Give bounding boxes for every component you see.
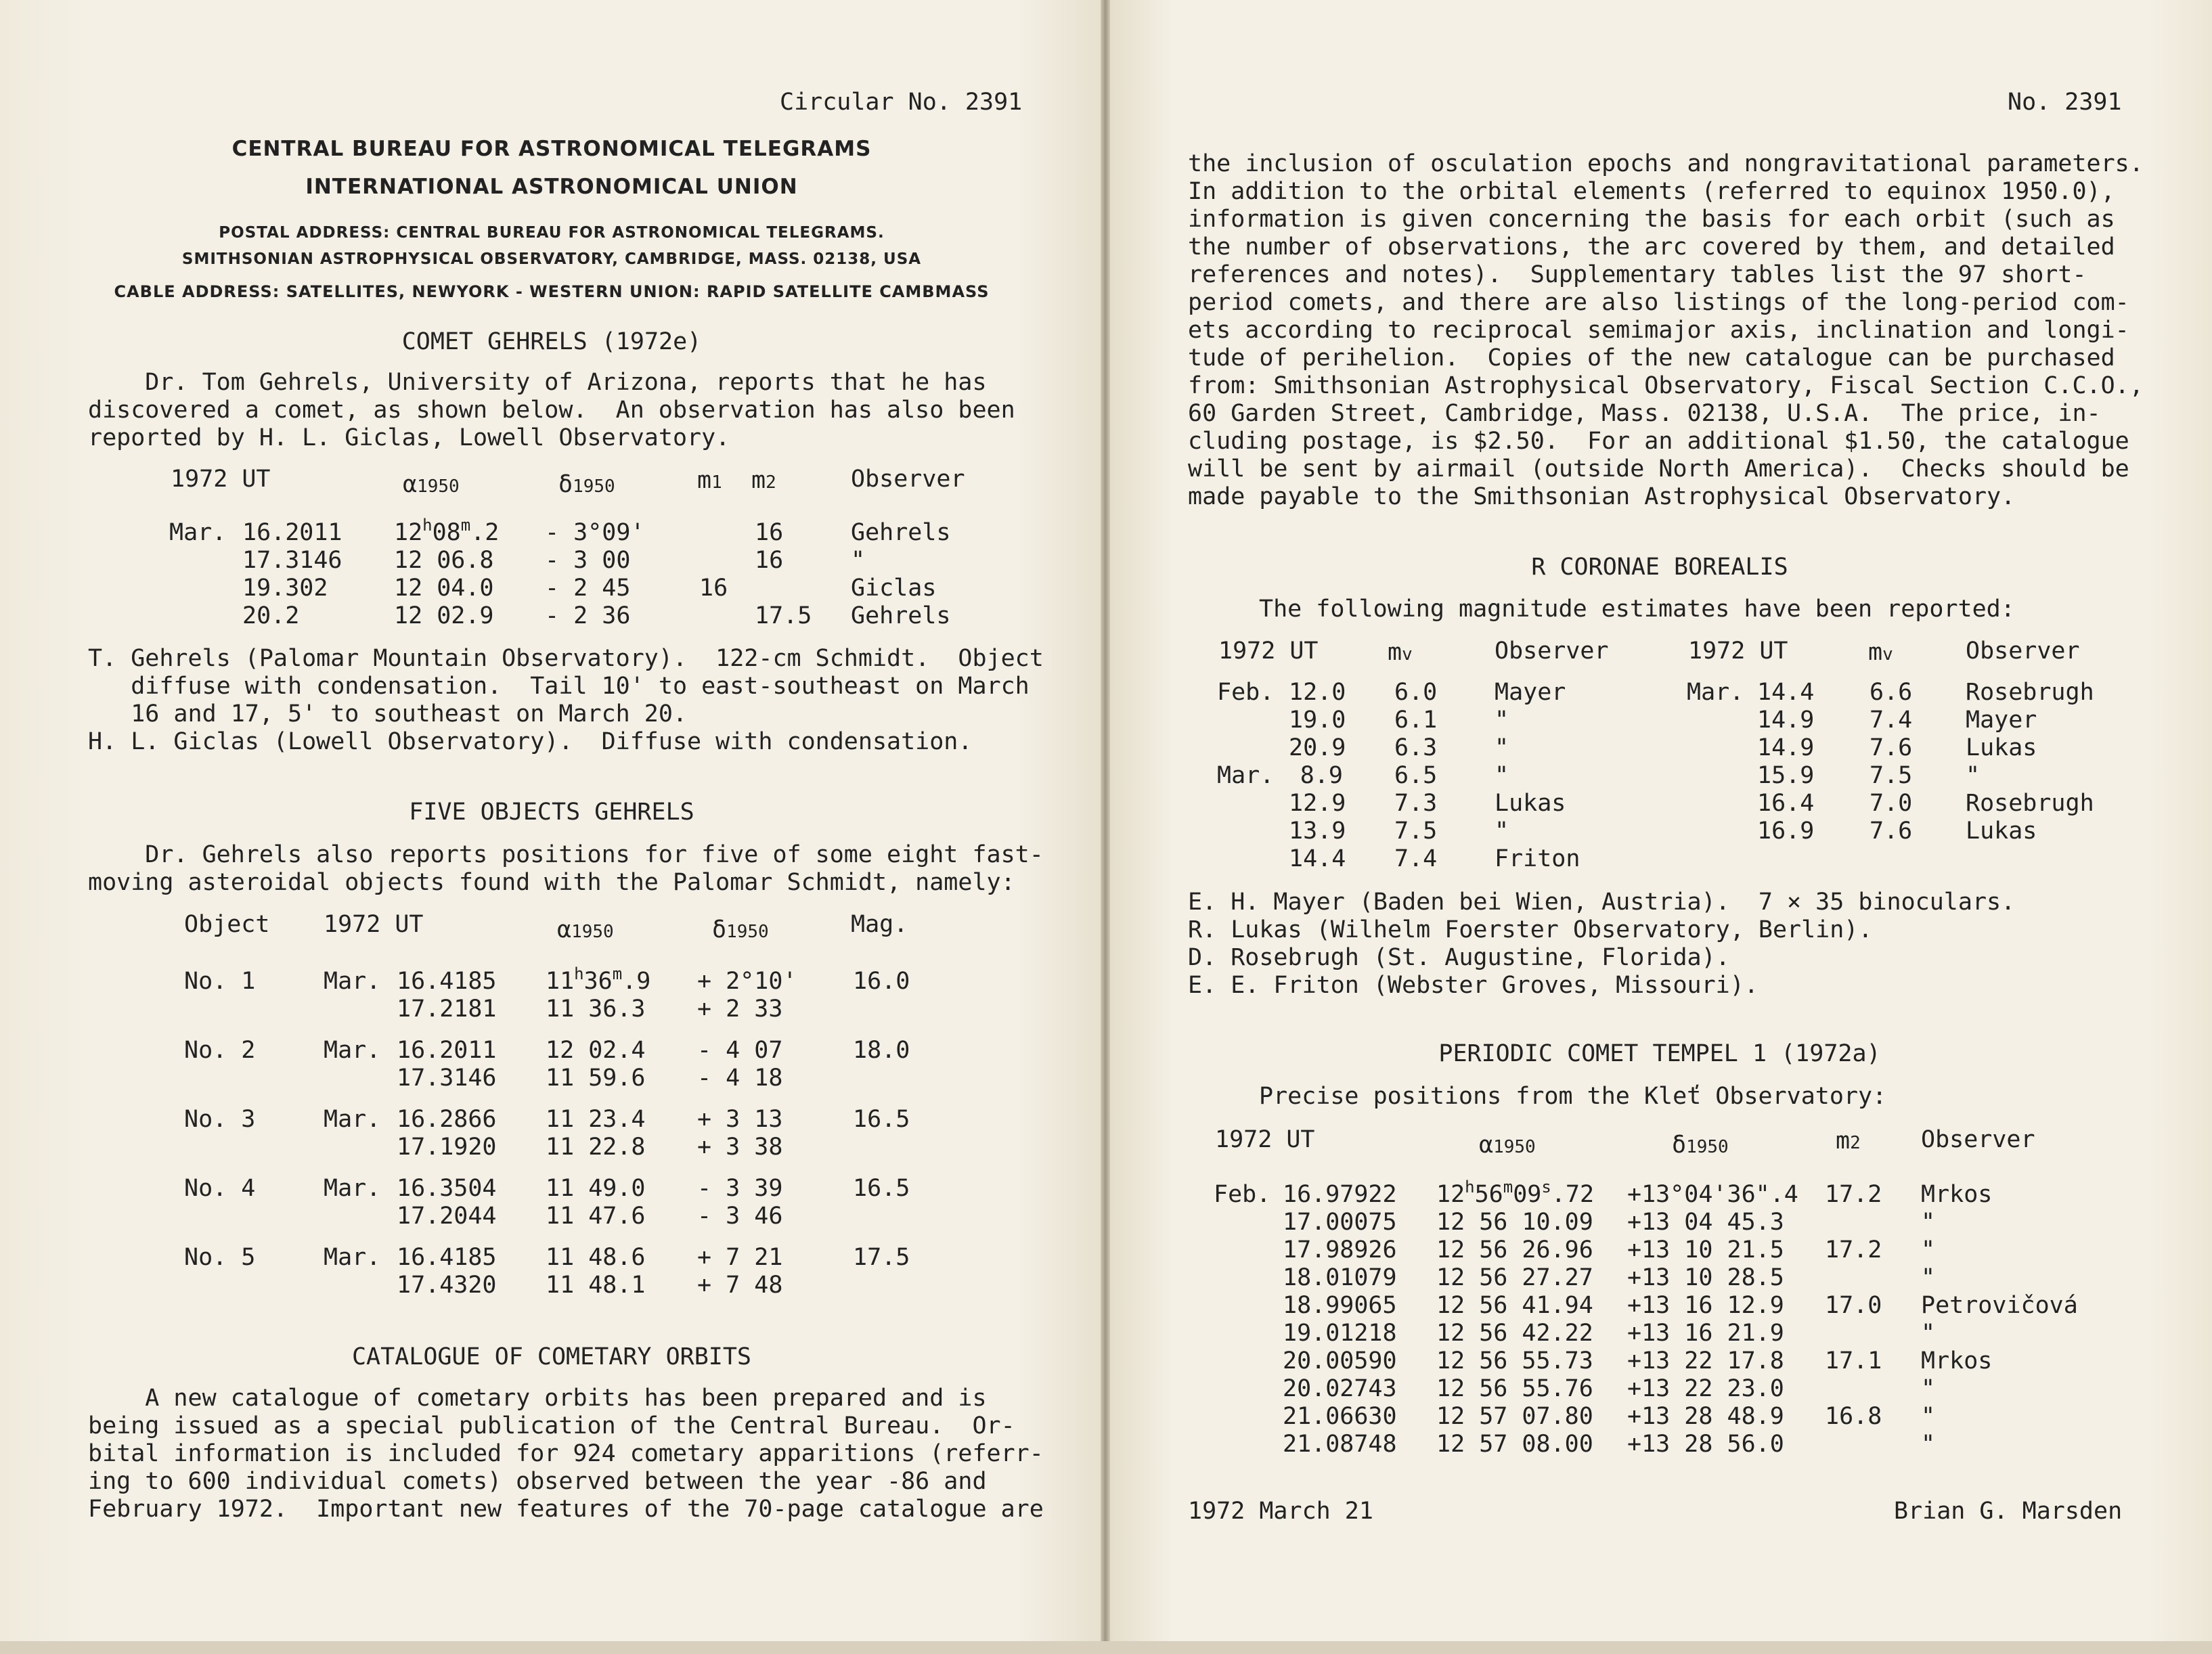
- gehrels-header-date: 1972 UT: [171, 466, 271, 493]
- tempel-header-date: 1972 UT: [1215, 1126, 1315, 1153]
- tempel-row-day: 17.98926: [1283, 1236, 1397, 1264]
- r-cor-bor-intro: The following magnitude estimates have been reported:: [1259, 596, 2015, 623]
- tempel-row-dec: +13 10 28.5: [1627, 1264, 1784, 1291]
- object-row-month: Mar.: [324, 1175, 381, 1202]
- rcrb-row-day: 12.0: [1289, 679, 1346, 706]
- comet-gehrels-title: COMET GEHRELS (1972e): [401, 328, 702, 355]
- object-row-day: 16.4185: [397, 1244, 497, 1271]
- tempel-row-month: Feb.: [1214, 1181, 1271, 1208]
- catalogue-paragraph-line: being issued as a special publication of the Central Bureau. Or-: [88, 1412, 1015, 1439]
- gehrels-row-observer: Gehrels: [851, 519, 951, 546]
- object-row-ra: 11 36.3: [546, 996, 646, 1023]
- tempel-row-day: 16.97922: [1283, 1181, 1397, 1208]
- object-row-mag: 16.0: [853, 968, 910, 995]
- cable-address: CABLE ADDRESS: SATELLITES, NEWYORK - WESTERN UNION: RAPID SATELLITE CAMBMASS: [114, 282, 990, 301]
- objects-header-ra-subscript: 1950: [571, 922, 614, 942]
- rcrb-row-mv: 7.0: [1870, 790, 1913, 817]
- tempel-row-observer: ": [1921, 1236, 1936, 1264]
- object-row-day: 17.3146: [397, 1065, 497, 1092]
- tempel-row-ra: 12 56 10.09: [1436, 1209, 1593, 1236]
- catalogue-continued-line: period comets, and there are also listings of the long-period com-: [1188, 289, 2129, 316]
- objects-header-dec-subscript: 1950: [726, 922, 769, 942]
- book-gutter: [1101, 0, 1110, 1654]
- tempel-row-day: 20.02743: [1283, 1375, 1397, 1402]
- tempel-header-dec-symbol: δ: [1672, 1132, 1687, 1159]
- tempel-row-dec: +13 16 12.9: [1627, 1292, 1784, 1319]
- tempel-row-dec: +13 22 23.0: [1627, 1375, 1784, 1402]
- tempel-row-observer: Mrkos: [1921, 1181, 1993, 1208]
- catalogue-paragraph-line: February 1972. Important new features of the 70-page catalogue are: [88, 1496, 1044, 1523]
- tempel-row-ra: 12$^h$56$^m$09$^s$.72: [1436, 1178, 1595, 1208]
- gehrels-row-day: 19.302: [242, 575, 328, 602]
- rcrb-header-mv-subscript: v: [1402, 644, 1413, 665]
- rcrb-row-mv: 7.4: [1870, 707, 1913, 734]
- tempel-row-ra: 12 57 08.00: [1436, 1431, 1593, 1458]
- gehrels-paragraph-line: Dr. Tom Gehrels, University of Arizona, reports that he has: [88, 369, 987, 396]
- rcrb-row-mv: 7.6: [1870, 818, 1913, 845]
- object-row-mag: 18.0: [853, 1037, 910, 1064]
- rcrb-row-day: 8.9: [1300, 762, 1343, 789]
- object-row-ra: 11$^h$36$^m$.9: [546, 964, 651, 995]
- footer-author: Brian G. Marsden: [1894, 1498, 2123, 1525]
- page-bottom-edge: [0, 1641, 2212, 1654]
- r-cor-bor-title: R CORONAE BOREALIS: [1531, 554, 1788, 581]
- gehrels-note-line: T. Gehrels (Palomar Mountain Observatory). 122-cm Schmidt. Object: [88, 645, 1044, 672]
- gehrels-header-m2-subscript: 2: [766, 472, 776, 493]
- object-row-day: 17.1920: [397, 1134, 497, 1161]
- tempel-row-dec: +13 28 56.0: [1627, 1431, 1784, 1458]
- tempel-row-m2: 17.1: [1825, 1347, 1882, 1374]
- gehrels-row-ra: 12 04.0: [394, 575, 494, 602]
- gehrels-header-dec-subscript: 1950: [573, 476, 615, 497]
- tempel-row-dec: +13°04'36".4: [1627, 1181, 1798, 1208]
- object-row-dec: - 3 46: [697, 1203, 783, 1230]
- footer-date: 1972 March 21: [1188, 1498, 1373, 1525]
- gehrels-header-observer: Observer: [851, 466, 965, 493]
- catalogue-continued-line: In addition to the orbital elements (referred to equinox 1950.0),: [1188, 178, 2115, 205]
- gehrels-row-day: 17.3146: [242, 547, 342, 574]
- rcrb-header-date: 1972 UT: [1218, 638, 1319, 665]
- gehrels-header-ra: [403, 471, 460, 498]
- tempel-row-observer: ": [1921, 1403, 1936, 1430]
- tempel-row-day: 21.06630: [1283, 1403, 1397, 1430]
- tempel-header-m2: [1836, 1127, 1861, 1155]
- tempel-row-m2: 17.2: [1825, 1236, 1882, 1264]
- rcrb-row-observer: Friton: [1495, 845, 1580, 872]
- tempel-header-m2-subscript: 2: [1850, 1133, 1861, 1153]
- rcrb-row-observer: ": [1495, 818, 1509, 845]
- rcrb-row-mv: 6.5: [1394, 762, 1438, 789]
- catalogue-continued-line: the inclusion of osculation epochs and nongravitational parameters.: [1188, 150, 2144, 177]
- objects-header-ra-symbol: α: [557, 916, 572, 943]
- gehrels-row-dec: - 2 36: [545, 602, 631, 629]
- object-row-mag: 16.5: [853, 1106, 910, 1133]
- object-row-dec: + 2°10': [697, 968, 797, 995]
- tempel-header-m2-symbol: m: [1836, 1127, 1851, 1155]
- gehrels-row-dec: - 3 00: [545, 547, 631, 574]
- gehrels-header-ra-symbol: α: [403, 471, 418, 498]
- gehrels-header-ra-subscript: 1950: [417, 476, 460, 497]
- object-row-mag: 17.5: [853, 1244, 910, 1271]
- rcrb-note-line: E. E. Friton (Webster Groves, Missouri).: [1188, 972, 1758, 999]
- gehrels-header-m1-symbol: m: [697, 467, 712, 494]
- rcrb-row-day: 20.9: [1289, 734, 1346, 761]
- rcrb-row-day: 14.4: [1289, 845, 1346, 872]
- object-row-month: Mar.: [324, 1244, 381, 1271]
- rcrb-note-line: R. Lukas (Wilhelm Foerster Observatory, Berlin).: [1188, 916, 1873, 943]
- rcrb-row-observer: ": [1966, 762, 1981, 789]
- gehrels-row-m2: 17.5: [755, 602, 812, 629]
- rcrb-row-day: 19.0: [1289, 707, 1346, 734]
- object-row-mag: 16.5: [853, 1175, 910, 1202]
- object-row-day: 17.2181: [397, 996, 497, 1023]
- rcrb-row-observer: Mayer: [1966, 707, 2037, 734]
- tempel-intro: Precise positions from the Kleť Observatory:: [1259, 1083, 1887, 1110]
- object-name: No. 3: [184, 1106, 256, 1133]
- rcrb-header-mv-symbol: m: [1868, 639, 1883, 666]
- rcrb-row-mv: 7.5: [1870, 762, 1913, 789]
- gehrels-header-dec: [558, 471, 615, 498]
- catalogue-paragraph-line: A new catalogue of cometary orbits has been prepared and is: [88, 1385, 987, 1412]
- tempel-row-dec: +13 28 48.9: [1627, 1403, 1784, 1430]
- object-row-ra: 11 48.6: [546, 1244, 646, 1271]
- tempel-header-dec-subscript: 1950: [1686, 1137, 1729, 1157]
- rcrb-row-mv: 7.5: [1394, 818, 1438, 845]
- catalogue-paragraph-line: bital information is included for 924 cometary apparitions (referr-: [88, 1440, 1044, 1467]
- rcrb-row-mv: 6.3: [1394, 734, 1438, 761]
- object-row-day: 17.4320: [397, 1272, 497, 1299]
- tempel-header-ra-symbol: α: [1479, 1132, 1494, 1159]
- catalogue-continued-line: from: Smithsonian Astrophysical Observatory, Fiscal Section C.C.O.,: [1188, 372, 2144, 399]
- rcrb-row-month: Mar.: [1217, 762, 1275, 789]
- five-objects-paragraph-line: Dr. Gehrels also reports positions for five of some eight fast-: [88, 841, 1044, 868]
- tempel-row-dec: +13 16 21.9: [1627, 1320, 1784, 1347]
- gehrels-row-dec: - 3°09': [545, 519, 645, 546]
- rcrb-header-observer: Observer: [1495, 638, 1609, 665]
- rcrb-row-observer: Lukas: [1966, 734, 2037, 761]
- tempel-row-m2: 16.8: [1825, 1403, 1882, 1430]
- rcrb-header-observer: Observer: [1966, 638, 2080, 665]
- tempel-row-observer: Mrkos: [1921, 1347, 1993, 1374]
- rcrb-row-mv: 7.6: [1870, 734, 1913, 761]
- catalogue-title: CATALOGUE OF COMETARY ORBITS: [351, 1343, 751, 1370]
- object-row-dec: - 3 39: [697, 1175, 783, 1202]
- catalogue-continued-line: made payable to the Smithsonian Astrophysical Observatory.: [1188, 483, 2016, 510]
- object-row-dec: + 3 38: [697, 1134, 783, 1161]
- gehrels-header-m1-subscript: 1: [711, 472, 722, 493]
- object-row-ra: 11 22.8: [546, 1134, 646, 1161]
- tempel-row-day: 18.01079: [1283, 1264, 1397, 1291]
- gehrels-header-dec-symbol: δ: [558, 471, 573, 498]
- circular-number: Circular No. 2391: [780, 89, 1023, 116]
- catalogue-continued-line: tude of perihelion. Copies of the new catalogue can be purchased: [1188, 344, 2115, 372]
- gehrels-row-day: 16.2011: [242, 519, 342, 546]
- rcrb-row-mv: 6.6: [1870, 679, 1913, 706]
- tempel-header-observer: Observer: [1921, 1126, 2035, 1153]
- gehrels-row-ra: 12$^h$08$^m$.2: [394, 516, 500, 546]
- object-row-day: 16.4185: [397, 968, 497, 995]
- object-row-dec: + 7 21: [697, 1244, 783, 1271]
- object-row-dec: - 4 18: [697, 1065, 783, 1092]
- object-row-month: Mar.: [324, 1037, 381, 1064]
- rcrb-row-mv: 7.4: [1394, 845, 1438, 872]
- tempel-row-observer: ": [1921, 1375, 1936, 1402]
- object-row-dec: + 2 33: [697, 996, 783, 1023]
- tempel-row-dec: +13 04 45.3: [1627, 1209, 1784, 1236]
- object-row-day: 16.3504: [397, 1175, 497, 1202]
- postal-address-2: SMITHSONIAN ASTROPHYSICAL OBSERVATORY, CAMBRIDGE, MASS. 02138, USA: [181, 250, 922, 268]
- tempel-row-day: 17.00075: [1283, 1209, 1397, 1236]
- gehrels-header-m1: [697, 467, 722, 494]
- object-name: No. 5: [184, 1244, 256, 1271]
- object-row-day: 17.2044: [397, 1203, 497, 1230]
- catalogue-continued-line: the number of observations, the arc covered by them, and detailed: [1188, 233, 2115, 261]
- tempel-header-ra: [1479, 1132, 1536, 1159]
- object-row-ra: 11 47.6: [546, 1203, 646, 1230]
- rcrb-row-day: 12.9: [1289, 790, 1346, 817]
- tempel-row-m2: 17.2: [1825, 1181, 1882, 1208]
- gehrels-note-line: 16 and 17, 5' to southeast on March 20.: [88, 700, 688, 728]
- catalogue-continued-line: cluding postage, is $2.50. For an additional $1.50, the catalogue: [1188, 428, 2129, 455]
- rcrb-row-day: 16.4: [1757, 790, 1815, 817]
- rcrb-row-observer: Mayer: [1495, 679, 1566, 706]
- rcrb-row-mv: 6.1: [1394, 707, 1438, 734]
- object-row-dec: - 4 07: [697, 1037, 783, 1064]
- object-name: No. 4: [184, 1175, 256, 1202]
- rcrb-row-month: Feb.: [1217, 679, 1275, 706]
- rcrb-note-line: E. H. Mayer (Baden bei Wien, Austria). 7 × 35 binoculars.: [1188, 889, 2016, 916]
- tempel-row-ra: 12 56 55.73: [1436, 1347, 1593, 1374]
- rcrb-row-day: 15.9: [1757, 762, 1815, 789]
- catalogue-continued-line: information is given concerning the basis for each orbit (such as: [1188, 206, 2115, 233]
- union-title: INTERNATIONAL ASTRONOMICAL UNION: [305, 175, 798, 199]
- tempel-row-ra: 12 56 27.27: [1436, 1264, 1593, 1291]
- rcrb-note-line: D. Rosebrugh (St. Augustine, Florida).: [1188, 944, 1730, 971]
- rcrb-row-observer: ": [1495, 707, 1509, 734]
- gehrels-paragraph-line: discovered a comet, as shown below. An observation has also been: [88, 397, 1015, 424]
- rcrb-row-observer: ": [1495, 762, 1509, 789]
- rcrb-header-mv: [1388, 639, 1413, 666]
- gehrels-row-day: 20.2: [242, 602, 300, 629]
- tempel-row-dec: +13 10 21.5: [1627, 1236, 1784, 1264]
- gehrels-row-m2: 16: [755, 519, 784, 546]
- catalogue-paragraph-line: ing to 600 individual comets) observed between the year -86 and: [88, 1468, 987, 1495]
- object-row-ra: 11 23.4: [546, 1106, 646, 1133]
- tempel-row-observer: ": [1921, 1209, 1936, 1236]
- object-row-ra: 12 02.4: [546, 1037, 646, 1064]
- object-row-month: Mar.: [324, 968, 381, 995]
- gehrels-note-line: H. L. Giclas (Lowell Observatory). Diffuse with condensation.: [88, 728, 973, 755]
- rcrb-row-observer: Rosebrugh: [1966, 790, 2094, 817]
- object-name: No. 1: [184, 968, 256, 995]
- gehrels-header-m2-symbol: m: [751, 467, 766, 494]
- object-row-dec: + 3 13: [697, 1106, 783, 1133]
- object-row-day: 16.2011: [397, 1037, 497, 1064]
- tempel-row-day: 18.99065: [1283, 1292, 1397, 1319]
- gehrels-row-observer: Gehrels: [851, 602, 951, 629]
- rcrb-row-observer: ": [1495, 734, 1509, 761]
- gehrels-row-dec: - 2 45: [545, 575, 631, 602]
- catalogue-continued-line: 60 Garden Street, Cambridge, Mass. 02138, U.S.A. The price, in-: [1188, 400, 2101, 427]
- tempel-row-ra: 12 57 07.80: [1436, 1403, 1593, 1430]
- rcrb-header-date: 1972 UT: [1688, 638, 1788, 665]
- rcrb-row-observer: Rosebrugh: [1966, 679, 2094, 706]
- objects-header-date: 1972 UT: [324, 911, 424, 938]
- catalogue-continued-line: references and notes). Supplementary tables list the 97 short-: [1188, 261, 2087, 288]
- rcrb-row-observer: Lukas: [1966, 818, 2037, 845]
- objects-header-dec-symbol: δ: [712, 916, 727, 943]
- tempel-row-observer: ": [1921, 1264, 1936, 1291]
- gehrels-header-m2: [751, 467, 776, 494]
- tempel-row-ra: 12 56 55.76: [1436, 1375, 1593, 1402]
- object-row-ra: 11 48.1: [546, 1272, 646, 1299]
- five-objects-title: FIVE OBJECTS GEHRELS: [409, 799, 694, 826]
- objects-header-ra: [557, 916, 614, 943]
- objects-header-object: Object: [184, 911, 270, 938]
- objects-header-mag: Mag.: [851, 911, 908, 938]
- tempel-row-day: 21.08748: [1283, 1431, 1397, 1458]
- tempel-row-day: 19.01218: [1283, 1320, 1397, 1347]
- tempel-row-ra: 12 56 41.94: [1436, 1292, 1593, 1319]
- gehrels-row-observer: ": [851, 547, 866, 574]
- rcrb-row-day: 14.4: [1757, 679, 1815, 706]
- tempel-row-ra: 12 56 26.96: [1436, 1236, 1593, 1264]
- object-name: No. 2: [184, 1037, 256, 1064]
- tempel-row-observer: ": [1921, 1431, 1936, 1458]
- rcrb-header-mv-symbol: m: [1388, 639, 1402, 666]
- rcrb-row-day: 16.9: [1757, 818, 1815, 845]
- tempel-row-dec: +13 22 17.8: [1627, 1347, 1784, 1374]
- gehrels-row-ra: 12 06.8: [394, 547, 494, 574]
- gehrels-row-m2: 16: [755, 547, 784, 574]
- rcrb-row-day: 14.9: [1757, 734, 1815, 761]
- five-objects-paragraph-line: moving asteroidal objects found with the Palomar Schmidt, namely:: [88, 869, 1015, 896]
- object-row-dec: + 7 48: [697, 1272, 783, 1299]
- postal-address-1: POSTAL ADDRESS: CENTRAL BUREAU FOR ASTRONOMICAL TELEGRAMS.: [219, 224, 885, 242]
- tempel-row-observer: Petrovičová: [1921, 1292, 2078, 1319]
- rcrb-header-mv-subscript: v: [1882, 644, 1893, 665]
- tempel-row-m2: 17.0: [1825, 1292, 1882, 1319]
- object-row-day: 16.2866: [397, 1106, 497, 1133]
- rcrb-row-month: Mar.: [1687, 679, 1744, 706]
- tempel-header-dec: [1672, 1132, 1729, 1159]
- tempel-row-day: 20.00590: [1283, 1347, 1397, 1374]
- gehrels-row-observer: Giclas: [851, 575, 937, 602]
- tempel-row-observer: ": [1921, 1320, 1936, 1347]
- catalogue-continued-line: will be sent by airmail (outside North America). Checks should be: [1188, 455, 2129, 483]
- rcrb-row-observer: Lukas: [1495, 790, 1566, 817]
- tempel-header-ra-subscript: 1950: [1493, 1137, 1536, 1157]
- object-row-ra: 11 49.0: [546, 1175, 646, 1202]
- gehrels-note-line: diffuse with condensation. Tail 10' to east-southeast on March: [88, 673, 1030, 700]
- rcrb-header-mv: [1868, 639, 1893, 666]
- tempel-row-ra: 12 56 42.22: [1436, 1320, 1593, 1347]
- gehrels-paragraph-line: reported by H. L. Giclas, Lowell Observatory.: [88, 424, 730, 451]
- rcrb-row-day: 13.9: [1289, 818, 1346, 845]
- circular-number-right: No. 2391: [2008, 89, 2122, 116]
- rcrb-row-day: 14.9: [1757, 707, 1815, 734]
- bureau-title: CENTRAL BUREAU FOR ASTRONOMICAL TELEGRAMS: [231, 137, 872, 161]
- gehrels-row-ra: 12 02.9: [394, 602, 494, 629]
- rcrb-row-mv: 6.0: [1394, 679, 1438, 706]
- rcrb-row-mv: 7.3: [1394, 790, 1438, 817]
- object-row-ra: 11 59.6: [546, 1065, 646, 1092]
- catalogue-continued-line: ets according to reciprocal semimajor axis, inclination and longi-: [1188, 317, 2129, 344]
- gehrels-row-month: Mar.: [169, 519, 227, 546]
- objects-header-dec: [712, 916, 769, 943]
- tempel-title: PERIODIC COMET TEMPEL 1 (1972a): [1438, 1040, 1881, 1067]
- gehrels-row-m1: 16: [699, 575, 728, 602]
- object-row-month: Mar.: [324, 1106, 381, 1133]
